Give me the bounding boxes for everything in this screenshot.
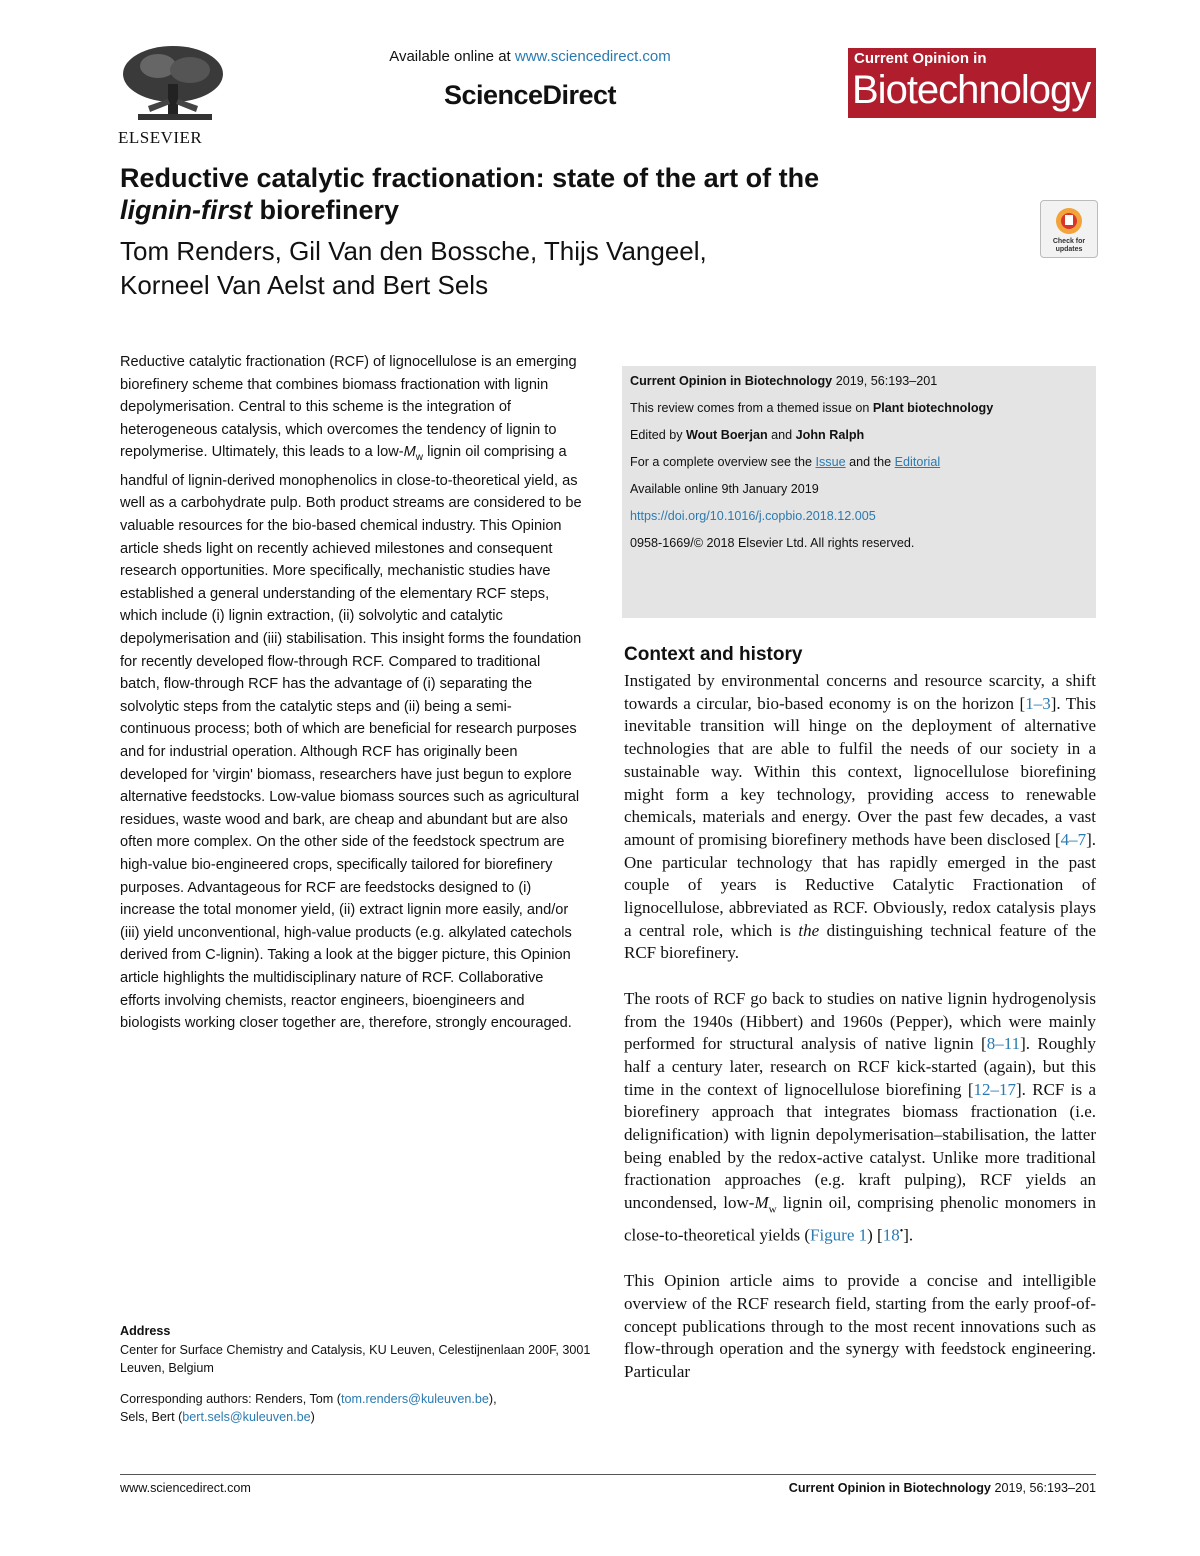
title-part1: Reductive catalytic fractionation: state of the art of the — [120, 163, 820, 193]
figure-1-link[interactable]: Figure 1 — [809, 1225, 868, 1245]
section-heading: Context and history — [624, 644, 803, 665]
p2-mw-symbol: M — [754, 1193, 769, 1213]
address-heading: Address — [120, 1324, 171, 1338]
article-info-box — [622, 366, 1096, 618]
info-editor2: John Ralph — [795, 428, 865, 442]
check-updates-label — [1097, 201, 1098, 202]
available-online-prefix: Available online at — [389, 48, 511, 65]
p2-text-c: ]. RCF is a biorefinery approach that integrates biomass fractionation (i.e. delignification) with lignin depolymerisation–stabilisation, the latter being enabled by the redox-active catalyst. Unlike more traditional fractionation approaches (e.g. kraft pulping), RCF yields an uncondensed, low- — [624, 1079, 1096, 1213]
corr-prefix: Corresponding authors: Renders, Tom ( — [120, 1391, 341, 1406]
info-copyright: 0958-1669/© 2018 Elsevier Ltd. All rights reserved. — [630, 536, 915, 550]
p2-text-f: ]. — [903, 1225, 914, 1245]
issue-link[interactable]: Issue — [815, 455, 846, 469]
footer-citation — [789, 1481, 1096, 1495]
p1-text-d: distinguishing technical feature of the RCF biorefinery. — [624, 920, 1097, 963]
info-editor1: Wout Boerjan — [686, 428, 768, 442]
corr-name2: Sels, Bert ( — [120, 1410, 183, 1424]
mw-symbol: M — [403, 444, 416, 461]
footer-journal: Current Opinion in Biotechnology — [788, 1481, 991, 1495]
journal-badge — [848, 48, 1096, 118]
email-link-renders[interactable]: tom.renders@kuleuven.be — [340, 1391, 489, 1406]
authors-line1: Tom Renders, Gil Van den Bossche, Thijs Vangeel, — [120, 236, 707, 266]
corresponding-authors — [120, 1390, 600, 1427]
check-updates-label-line2: updates — [1055, 246, 1083, 253]
email-link-sels[interactable]: bert.sels@kuleuven.be — [182, 1410, 311, 1424]
authors-line2: Korneel Van Aelst and Bert Sels — [120, 270, 489, 300]
p2-text-b: ]. Roughly half a century later, research on RCF kick-started (again), but this time in the context of lignocellulose biorefining [ — [624, 1034, 1096, 1099]
info-available: Available online 9th January 2019 — [630, 482, 819, 496]
address-block — [120, 1322, 600, 1427]
platform-name: ScienceDirect — [443, 80, 617, 110]
sciencedirect-link[interactable]: www.sciencedirect.com — [514, 48, 671, 65]
ref-link-12-17[interactable]: 12–17 — [973, 1079, 1016, 1099]
body-paragraph-1 — [624, 670, 1096, 965]
abstract-part2: lignin oil comprising a handful of lignin-derived monophenolics in close-to-theoretical yield, as well as a carbohydrate pulp. Both product streams are considered to be valuable resources for the bio-based chemical industry. This Opinion article sheds light on recently achieved milestones and consequent research opportunities. More specifically, mechanistic studies have established a general understanding of the elementary RCF steps, which include (i) lignin extraction, (ii) solvolytic and catalytic depolymerisation and (iii) stabilisation. This insight forms the foundation for recently developed flow-through RCF. Compared to traditional batch, flow-through RCF has the advantage of (i) separating the solvolytic steps from the catalytic steps and (ii) being a semi-continuous process; both of which are beneficial for research purposes and for industrial operation. Although RCF has originally been developed for 'virgin' biomass, researchers have just begun to explore alternative feedstocks. Low-value biomass sources such as agricultural residues, waste wood and bark, are cheap and abundant but are also often more complex. On the other side of the feedstock spectrum are high-value bio-engineered crops, specifically tailored for biorefinery purposes. Advantageous for RCF are feedstocks designed to (i) increase the total monomer yield, (ii) extract lignin more easily, and/or (iii) yield unconventional, high-value products (e.g. alkylated catechols derived from C-lignin). Taking a look at the bigger picture, this Opinion article highlights the multidisciplinary nature of RCF. Collaborative efforts involving chemists, reactor engineers, bioengineers and biologists working closer together are, therefore, strongly encouraged. — [120, 444, 582, 1032]
address-text: Center for Surface Chemistry and Catalysis, KU Leuven, Celestijnenlaan 200F, 3001 Leuven, Belgium — [120, 1342, 591, 1375]
author-list — [120, 234, 1000, 302]
info-citation-text: 2019, 56:193–201 — [835, 374, 938, 388]
p1-text-a: Instigated by environmental concerns and resource scarcity, a shift towards a circular, bio-based economy is on the horizon [ — [624, 671, 1096, 713]
doi-link[interactable]: https://doi.org/10.1016/j.copbio.2018.12.005 — [630, 509, 876, 523]
ref-link-18[interactable]: 18 — [882, 1225, 900, 1245]
ref-link-4-7[interactable]: 4–7 — [1060, 829, 1087, 849]
editorial-link[interactable]: Editorial — [894, 455, 941, 469]
journal-badge-line1: Current Opinion in — [854, 50, 987, 67]
check-updates-label-line1: Check for — [1052, 238, 1086, 245]
info-overview-and: and the — [849, 455, 892, 469]
journal-badge-line2: Biotechnology — [852, 68, 1091, 112]
check-for-updates-button[interactable] — [1040, 200, 1098, 258]
title-italic: lignin-first — [120, 195, 252, 225]
info-themed — [630, 401, 993, 415]
info-overview-prefix: For a complete overview see the — [630, 455, 812, 469]
p2-mw-subscript: w — [768, 1203, 777, 1216]
article-title — [120, 162, 1000, 226]
body-paragraph-3: This Opinion article aims to provide a concise and intelligible overview of the RCF research field, starting from the early proof-of-concept publications through to the most recent innovations such as flow-through operation and the synergy with feedstock engineering. Particular — [624, 1271, 1096, 1382]
info-themed-prefix: This review comes from a themed issue on — [630, 401, 870, 415]
publisher-name: ELSEVIER — [118, 128, 203, 147]
info-editor-and: and — [771, 428, 793, 442]
p1-text-b: ]. This inevitable transition will hinge on the deployment of alternative technologies that are able to fulfil the needs of our society in a sustainable way. Within this context, lignocellulose biorefining might form a key technology, providing access to renewable chemicals, materials and energy. Over the past few decades, a vast amount of promising biorefinery methods have been disclosed [ — [624, 693, 1097, 849]
footer-url[interactable]: www.sciencedirect.com — [120, 1481, 251, 1495]
body-paragraph-2 — [624, 988, 1096, 1248]
info-edited — [630, 428, 864, 442]
p1-text-c: ]. One particular technology that has rapidly emerged in the past couple of years is Reductive Catalytic Fractionation of lignocellulose, abbreviated as RCF. Obviously, redox catalysis plays a central role, which is — [624, 829, 1096, 940]
p2-text-e: ) [ — [867, 1225, 883, 1245]
p1-emphasis-the: the — [798, 920, 820, 940]
body-text — [624, 670, 1096, 1407]
abstract — [120, 351, 582, 1035]
ref-link-1-3[interactable]: 1–3 — [1025, 693, 1051, 713]
ref-link-8-11[interactable]: 8–11 — [986, 1034, 1021, 1054]
footer-citation-text: 2019, 56:193–201 — [994, 1481, 1096, 1495]
corr-end: ) — [310, 1410, 315, 1424]
abstract-part1: Reductive catalytic fractionation (RCF) of lignocellulose is an emerging biorefinery scheme that combines biomass fractionation with lignin depolymerisation. Central to this scheme is the integration of heterogeneous catalysis, which overcomes the tendency of lignin to repolymerise. Ultimately, this leads to a low- — [120, 354, 577, 461]
corr-mid: ), — [488, 1391, 497, 1406]
footer-divider — [120, 1474, 1096, 1475]
mw-subscript: w — [415, 452, 424, 464]
info-journal: Current Opinion in Biotechnology — [630, 374, 833, 388]
info-overview — [630, 455, 940, 469]
p2-text-a: The roots of RCF go back to studies on native lignin hydrogenolysis from the 1940s (Hibbert) and 1960s (Pepper), which were mainly performed for structural analysis of native lignin [ — [624, 988, 1096, 1054]
info-citation — [630, 374, 937, 388]
title-part2: biorefinery — [259, 195, 400, 225]
info-edited-prefix: Edited by — [630, 428, 683, 442]
info-themed-topic: Plant biotechnology — [872, 401, 994, 415]
ref-18-mark: • — [899, 1226, 904, 1238]
p2-text-d: lignin oil, comprising phenolic monomers in close-to-theoretical yields ( — [624, 1193, 1097, 1245]
